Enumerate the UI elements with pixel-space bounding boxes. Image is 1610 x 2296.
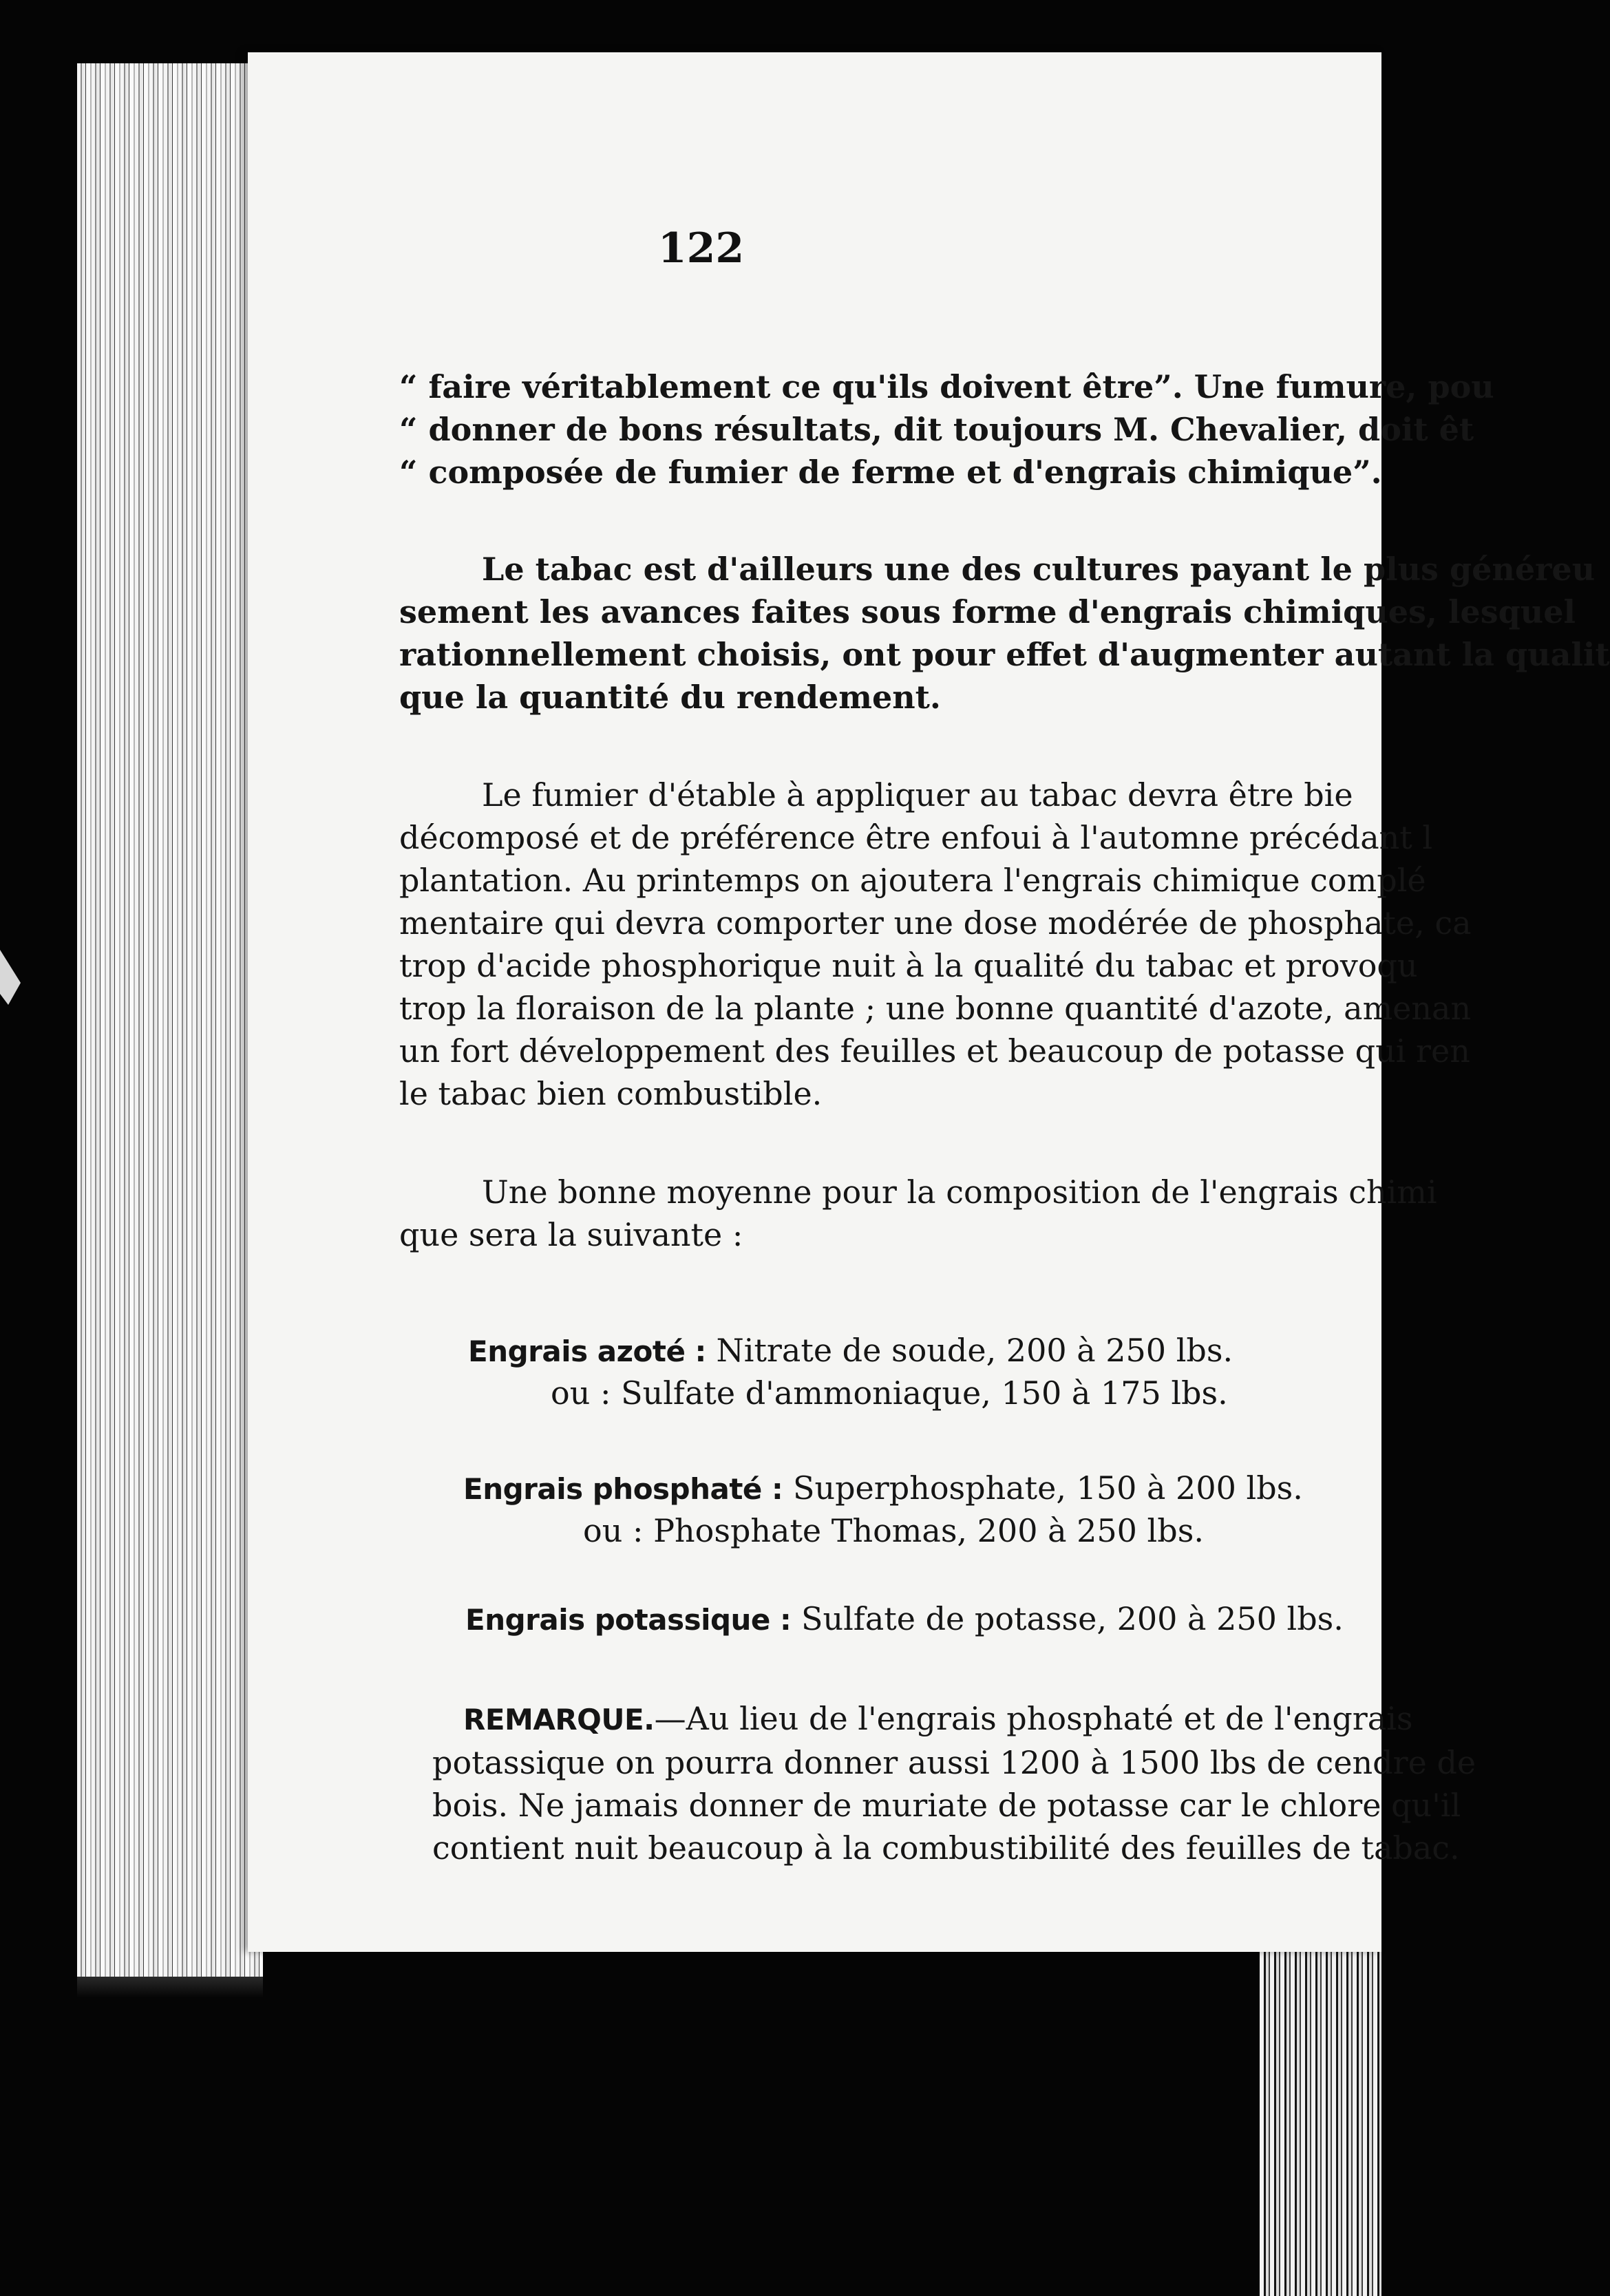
text-line: “ faire véritablement ce qu'ils doivent être”. Une fumure, pou [399, 368, 1494, 405]
fertilizer-phosphate [463, 1467, 1303, 1511]
text-line: potassique on pourra donner aussi 1200 à 1500 lbs de cendre de [432, 1744, 1476, 1781]
page-edges-left [77, 63, 263, 1977]
fertilizer-potasse [465, 1597, 1344, 1641]
text-line: trop la floraison de la plante ; une bonne quantité d'azote, amenan [399, 990, 1472, 1027]
text-line: Le fumier d'étable à appliquer au tabac devra être bie [482, 776, 1353, 814]
text-line: sement les avances faites sous forme d'engrais chimiques, lesquel [399, 593, 1576, 630]
scan-artifact [0, 950, 21, 1005]
remark-text: —Au lieu de l'engrais phosphaté et de l'engrais [654, 1700, 1413, 1737]
text-line [432, 1697, 1506, 1741]
fertilizer-azote [468, 1329, 1233, 1373]
text-line: Le tabac est d'ailleurs une des cultures payant le plus généreu [482, 551, 1596, 588]
fertilizer-phosphate-alt [583, 1509, 1204, 1552]
text-line: bois. Ne jamais donner de muriate de potasse car le chlore qu'il [432, 1787, 1461, 1824]
fertilizer-option: Superphosphate, 150 à 200 lbs. [792, 1469, 1303, 1507]
fertilizer-label: Engrais phosphaté : [463, 1472, 783, 1506]
fertilizer-option: Nitrate de soude, 200 à 250 lbs. [716, 1332, 1233, 1369]
text-line: Une bonne moyenne pour la composition de l'engrais chimi [482, 1173, 1437, 1211]
fertilizer-label: Engrais potassique : [465, 1603, 792, 1637]
paragraph-3 [399, 1171, 1473, 1256]
page-number: 122 [657, 224, 745, 273]
book-page [248, 52, 1610, 1952]
text-line: contient nuit beaucoup à la combustibilité des feuilles de tabac. [432, 1829, 1460, 1867]
text-line: rationnellement choisis, ont pour effet d'augmenter autant la qualit [399, 636, 1610, 673]
fertilizer-azote-alt [551, 1372, 1228, 1414]
paragraph-2 [399, 774, 1473, 1115]
text-line: un fort développement des feuilles et beaucoup de potasse qui ren [399, 1032, 1470, 1070]
fertilizer-option: ou : Phosphate Thomas, 200 à 250 lbs. [583, 1512, 1204, 1549]
fertilizer-option: ou : Sulfate d'ammoniaque, 150 à 175 lbs. [551, 1374, 1228, 1412]
paragraph-1 [399, 548, 1610, 719]
text-line: “ composée de fumier de ferme et d'engrais chimique”. [399, 454, 1382, 491]
text-line: décomposé et de préférence être enfoui à l'automne précédant l [399, 819, 1433, 856]
remark-paragraph [432, 1697, 1506, 1869]
quote-paragraph [399, 365, 1494, 493]
text-line: mentaire qui devra comporter une dose modérée de phosphate, ca [399, 904, 1472, 942]
page-edges-right [1260, 1913, 1381, 2296]
fertilizer-label: Engrais azoté : [468, 1335, 706, 1368]
text-line: plantation. Au printemps on ajoutera l'engrais chimique complé [399, 862, 1426, 899]
remark-label: REMARQUE. [463, 1703, 655, 1736]
fertilizer-option: Sulfate de potasse, 200 à 250 lbs. [801, 1600, 1344, 1637]
text-line: trop d'acide phosphorique nuit à la qualité du tabac et provoqu [399, 947, 1418, 984]
text-line: le tabac bien combustible. [399, 1075, 823, 1112]
text-line: “ donner de bons résultats, dit toujours M. Chevalier, doit êt [399, 411, 1474, 448]
text-line: que sera la suivante : [399, 1216, 743, 1253]
text-line: que la quantité du rendement. [399, 679, 941, 716]
